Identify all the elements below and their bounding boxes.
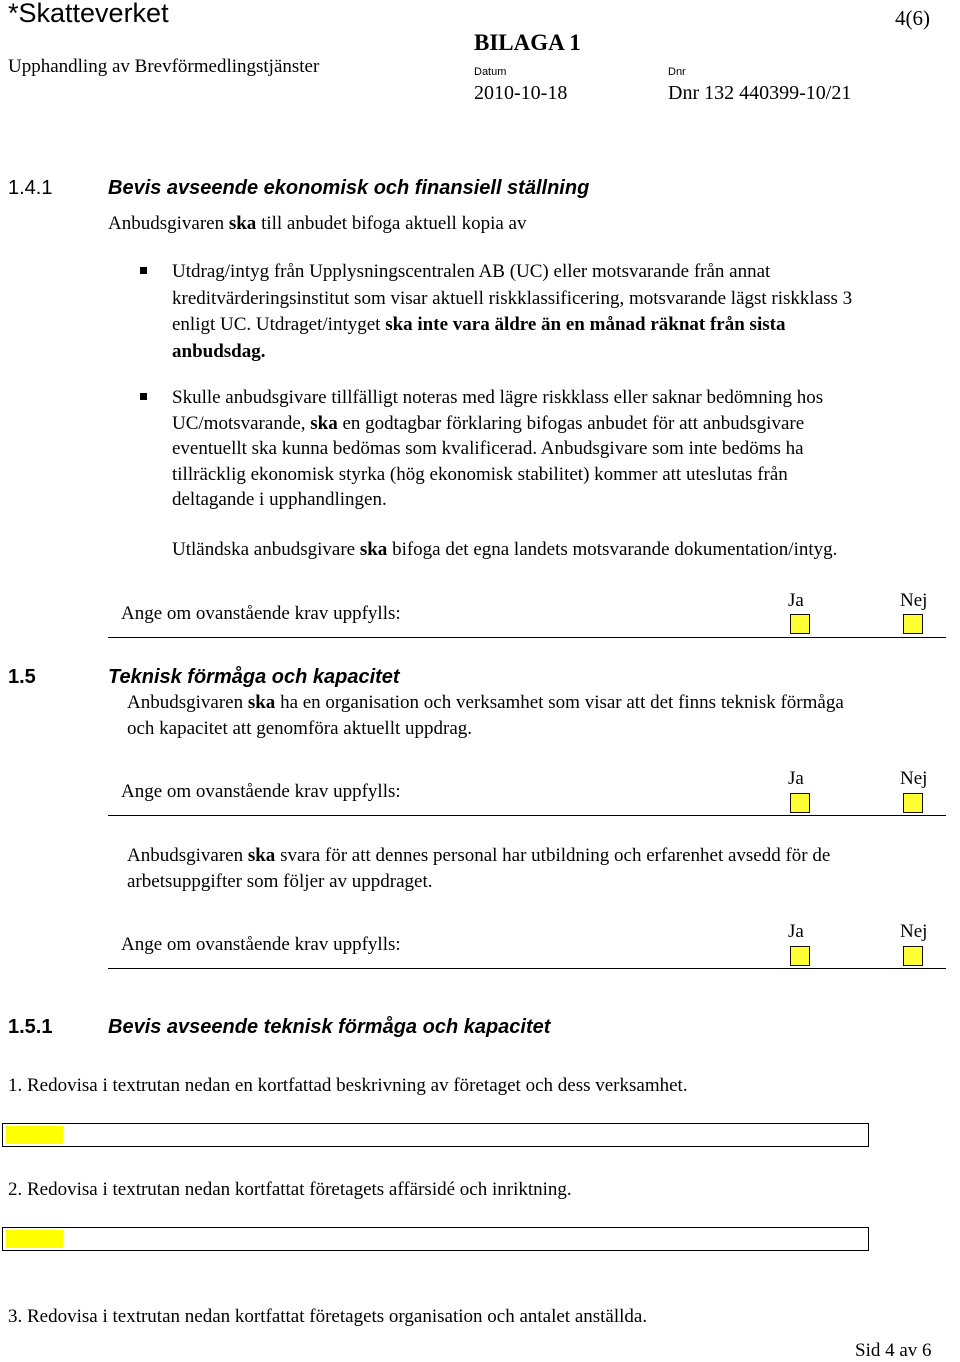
staff-competence-text: Anbudsgivaren ska svara för att dennes personal har utbildning och erfarenhet avsedd för de arbetsuppgifter som följer av uppdraget.: [127, 845, 831, 892]
foreign-bidders-note: Utländska anbudsgivare ska bifoga det egna landets motsvarande dokumentation/intyg.: [172, 539, 838, 560]
yes-checkbox[interactable]: [790, 614, 810, 634]
section-1-4-1-intro: Anbudsgivaren ska till anbudet bifoga aktuell kopia av: [108, 213, 527, 234]
yes-label: Ja: [788, 921, 804, 942]
business-idea-textbox[interactable]: [2, 1227, 869, 1251]
yes-label: Ja: [788, 768, 804, 789]
dnr-value: Dnr 132 440399-10/21: [668, 82, 852, 104]
no-label: Nej: [900, 590, 928, 611]
section-number-1-5-1: 1.5.1: [8, 1016, 53, 1038]
no-checkbox[interactable]: [903, 946, 923, 966]
requirement-prompt: Ange om ovanstående krav uppfylls:: [121, 781, 401, 802]
section-number-1-4-1: 1.4.1: [8, 177, 53, 199]
dnr-label: Dnr: [668, 66, 686, 78]
yes-checkbox[interactable]: [790, 946, 810, 966]
divider-line: [108, 968, 946, 969]
procurement-title: Upphandling av Brevförmedlingstjänster: [8, 56, 320, 77]
technical-capacity-text: Anbudsgivaren ska ha en organisation och verksamhet som visar att det finns teknisk förmåga och kapacitet att genomföra aktuellt uppdrag.: [127, 692, 844, 739]
question-organisation: 3. Redovisa i textrutan nedan kortfattat företagets organisation och antalet anställda.: [8, 1306, 648, 1327]
no-checkbox[interactable]: [903, 614, 923, 634]
section-title-1-4-1: Bevis avseende ekonomisk och finansiell ställning: [108, 177, 590, 199]
bullet-marker: [140, 267, 147, 274]
form-field-highlight: [6, 1230, 63, 1248]
datum-label: Datum: [474, 66, 507, 78]
appendix-label: BILAGA 1: [474, 30, 581, 55]
divider-line: [108, 815, 946, 816]
agency-logo-text: *Skatteverket: [8, 0, 169, 28]
bullet-low-risk-class: Skulle anbudsgivare tillfälligt noteras med lägre riskklass eller saknar bedömning hos UC/motsvarande, ska en godtagbar förklaring bifogas anbudet för att anbudsgivare eventuellt ska kunna bedömas som kvalificerad. Anbudsgivare som inte bedöms ha tillräcklig ekonomisk styrka (hög ekonomisk stabilitet) kommer att uteslutas från deltagande i upphandlingen.: [172, 387, 824, 510]
bullet-uc-extract: Utdrag/intyg från Upplysningscentralen AB (UC) eller motsvarande från annat kreditvärderingsinstitut som visar aktuell riskklassificering, motsvarande lägst riskklass 3 enligt UC. Utdraget/intyget ska inte vara äldre än en månad räknat från sista anbudsdag.: [172, 261, 853, 362]
question-business-idea: 2. Redovisa i textrutan nedan kortfattat företagets affärsidé och inriktning.: [8, 1179, 572, 1200]
section-title-1-5: Teknisk förmåga och kapacitet: [108, 666, 400, 688]
bullet-marker: [140, 393, 147, 400]
section-number-1-5: 1.5: [8, 666, 36, 688]
section-title-1-5-1: Bevis avseende teknisk förmåga och kapacitet: [108, 1016, 551, 1038]
company-description-textbox[interactable]: [2, 1123, 869, 1147]
datum-value: 2010-10-18: [474, 82, 568, 104]
no-label: Nej: [900, 921, 928, 942]
page-footer: Sid 4 av 6: [855, 1340, 932, 1361]
requirement-prompt: Ange om ovanstående krav uppfylls:: [121, 603, 401, 624]
no-checkbox[interactable]: [903, 793, 923, 813]
page-number: 4(6): [895, 6, 930, 30]
form-field-highlight: [6, 1126, 63, 1144]
question-company-description: 1. Redovisa i textrutan nedan en kortfattad beskrivning av företaget och dess verksamhet.: [8, 1075, 688, 1096]
yes-label: Ja: [788, 590, 804, 611]
no-label: Nej: [900, 768, 928, 789]
requirement-prompt: Ange om ovanstående krav uppfylls:: [121, 934, 401, 955]
divider-line: [108, 637, 946, 638]
yes-checkbox[interactable]: [790, 793, 810, 813]
